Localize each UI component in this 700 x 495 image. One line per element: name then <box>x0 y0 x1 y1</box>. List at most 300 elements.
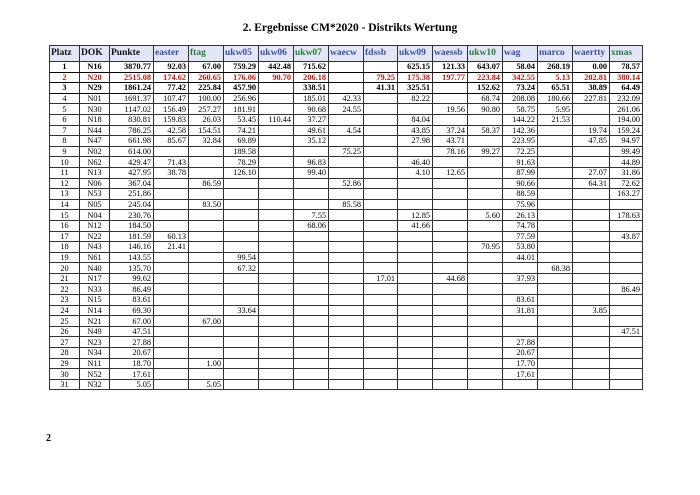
score-cell <box>189 305 224 316</box>
score-cell: 146.16 <box>110 242 154 253</box>
score-cell <box>154 273 189 284</box>
score-cell: 189.58 <box>224 146 259 157</box>
score-cell <box>573 273 610 284</box>
score-cell <box>433 220 468 231</box>
score-cell <box>610 305 643 316</box>
table-row <box>50 220 643 231</box>
score-cell: 159.83 <box>154 114 189 125</box>
score-cell <box>294 178 329 189</box>
dok-cell: N05 <box>80 199 110 210</box>
score-cell <box>189 348 224 359</box>
score-cell <box>224 231 259 242</box>
score-cell: 37.93 <box>503 273 538 284</box>
score-cell: 41.66 <box>398 220 433 231</box>
score-cell: 7.55 <box>294 210 329 221</box>
score-cell <box>364 263 398 274</box>
score-cell <box>433 358 468 369</box>
score-cell <box>329 220 364 231</box>
dok-cell: N21 <box>80 316 110 327</box>
score-cell <box>610 295 643 306</box>
score-cell <box>433 242 468 253</box>
score-cell <box>154 305 189 316</box>
score-cell: 69.30 <box>110 305 154 316</box>
score-cell <box>468 379 503 390</box>
score-cell: 64.49 <box>610 83 643 94</box>
score-cell <box>364 125 398 136</box>
table-row <box>50 178 643 189</box>
dok-cell: N17 <box>80 273 110 284</box>
score-cell <box>154 178 189 189</box>
table-row <box>50 199 643 210</box>
score-cell: 86.49 <box>610 284 643 295</box>
score-cell: 37.24 <box>433 125 468 136</box>
score-cell: 256.96 <box>224 93 259 104</box>
score-cell: 47.51 <box>610 326 643 337</box>
score-cell <box>468 305 503 316</box>
score-cell <box>294 273 329 284</box>
table-row <box>50 284 643 295</box>
score-cell: 78.29 <box>224 157 259 168</box>
score-cell: 206.18 <box>294 72 329 83</box>
dok-cell: N34 <box>80 348 110 359</box>
score-cell: 99.54 <box>224 252 259 263</box>
score-cell <box>538 167 573 178</box>
score-cell <box>329 337 364 348</box>
score-cell: 0.00 <box>573 62 610 73</box>
score-cell: 58.04 <box>503 62 538 73</box>
score-cell: 268.19 <box>538 62 573 73</box>
score-cell <box>538 295 573 306</box>
score-cell <box>364 136 398 147</box>
score-cell <box>398 242 433 253</box>
score-cell: 38.78 <box>154 167 189 178</box>
score-cell <box>538 157 573 168</box>
score-cell: 208.08 <box>503 93 538 104</box>
score-cell <box>468 252 503 263</box>
score-cell: 5.60 <box>468 210 503 221</box>
score-cell <box>294 379 329 390</box>
score-cell <box>538 305 573 316</box>
score-cell <box>224 220 259 231</box>
table-row <box>50 295 643 306</box>
score-cell: 83.50 <box>189 199 224 210</box>
score-cell <box>294 305 329 316</box>
score-cell <box>329 252 364 263</box>
score-cell: 163.27 <box>610 189 643 200</box>
score-cell <box>294 326 329 337</box>
score-cell <box>468 220 503 231</box>
score-cell: 194.00 <box>610 114 643 125</box>
score-cell <box>538 231 573 242</box>
score-cell <box>259 167 294 178</box>
dok-cell: N52 <box>80 369 110 380</box>
column-header-ukw05: ukw05 <box>224 46 259 62</box>
score-cell: 92.03 <box>154 62 189 73</box>
score-cell <box>573 210 610 221</box>
score-cell <box>259 242 294 253</box>
score-cell: 21.41 <box>154 242 189 253</box>
column-header-ukw10: ukw10 <box>468 46 503 62</box>
score-cell <box>433 83 468 94</box>
table-row <box>50 231 643 242</box>
score-cell <box>610 252 643 263</box>
score-cell: 99.62 <box>110 273 154 284</box>
score-cell <box>398 369 433 380</box>
score-cell: 26.13 <box>503 210 538 221</box>
score-cell <box>364 295 398 306</box>
score-cell <box>398 104 433 115</box>
score-cell <box>329 284 364 295</box>
dok-cell: N43 <box>80 242 110 253</box>
header-row <box>50 46 643 62</box>
column-header-waessb: waessb <box>433 46 468 62</box>
score-cell <box>398 252 433 263</box>
score-cell: 31.81 <box>503 305 538 316</box>
score-cell <box>433 295 468 306</box>
score-cell <box>259 379 294 390</box>
score-cell <box>573 242 610 253</box>
table-row <box>50 316 643 327</box>
score-cell <box>364 358 398 369</box>
score-cell: 72.25 <box>503 146 538 157</box>
score-cell: 261.06 <box>610 104 643 115</box>
dok-cell: N62 <box>80 157 110 168</box>
score-cell: 18.70 <box>110 358 154 369</box>
score-cell <box>538 273 573 284</box>
score-cell <box>538 252 573 263</box>
score-cell <box>294 358 329 369</box>
score-cell: 49.61 <box>294 125 329 136</box>
score-cell: 85.58 <box>329 199 364 210</box>
score-cell: 5.05 <box>189 379 224 390</box>
score-cell <box>259 358 294 369</box>
table-row <box>50 93 643 104</box>
score-cell: 260.65 <box>189 72 224 83</box>
score-cell <box>329 189 364 200</box>
score-cell <box>538 337 573 348</box>
page-number: 2 <box>46 433 51 444</box>
score-cell: 79.25 <box>364 72 398 83</box>
score-cell: 84.04 <box>398 114 433 125</box>
score-cell: 251.86 <box>110 189 154 200</box>
score-cell <box>573 220 610 231</box>
score-cell <box>329 326 364 337</box>
dok-cell: N14 <box>80 305 110 316</box>
score-cell: 47.51 <box>110 326 154 337</box>
score-cell: 142.36 <box>503 125 538 136</box>
column-header-fdssb: fdssb <box>364 46 398 62</box>
score-cell <box>433 189 468 200</box>
score-cell <box>189 220 224 231</box>
rank-cell: 25 <box>50 316 80 327</box>
score-cell: 64.31 <box>573 178 610 189</box>
score-cell <box>398 379 433 390</box>
score-cell: 78.57 <box>610 62 643 73</box>
rank-cell: 6 <box>50 114 80 125</box>
score-cell: 643.07 <box>468 62 503 73</box>
score-cell: 87.99 <box>503 167 538 178</box>
score-cell: 4.54 <box>329 125 364 136</box>
score-cell <box>364 210 398 221</box>
score-cell <box>610 379 643 390</box>
score-cell <box>610 369 643 380</box>
score-cell <box>189 189 224 200</box>
table-row <box>50 305 643 316</box>
score-cell <box>573 337 610 348</box>
score-cell: 100.00 <box>189 93 224 104</box>
score-cell <box>364 62 398 73</box>
score-cell <box>224 348 259 359</box>
score-cell <box>398 295 433 306</box>
score-cell <box>364 189 398 200</box>
score-cell <box>259 284 294 295</box>
score-cell: 27.07 <box>573 167 610 178</box>
score-cell: 67.00 <box>110 316 154 327</box>
score-cell <box>503 326 538 337</box>
score-cell <box>154 210 189 221</box>
score-cell <box>364 369 398 380</box>
score-cell <box>189 231 224 242</box>
score-cell: 185.01 <box>294 93 329 104</box>
score-cell: 27.88 <box>110 337 154 348</box>
table-row <box>50 337 643 348</box>
column-header-xmas: xmas <box>610 46 643 62</box>
score-cell: 457.90 <box>224 83 259 94</box>
dok-cell: N12 <box>80 220 110 231</box>
score-cell <box>259 125 294 136</box>
score-cell: 38.89 <box>573 83 610 94</box>
score-cell <box>468 295 503 306</box>
score-cell <box>224 242 259 253</box>
score-cell <box>573 231 610 242</box>
rank-cell: 15 <box>50 210 80 221</box>
score-cell <box>364 305 398 316</box>
score-cell: 1861.24 <box>110 83 154 94</box>
score-cell <box>259 295 294 306</box>
rank-cell: 7 <box>50 125 80 136</box>
table-row <box>50 263 643 274</box>
score-cell <box>468 369 503 380</box>
score-cell <box>189 252 224 263</box>
score-cell <box>224 295 259 306</box>
score-cell <box>398 189 433 200</box>
score-cell <box>154 316 189 327</box>
table-row <box>50 252 643 263</box>
score-cell <box>433 252 468 263</box>
score-cell: 26.03 <box>189 114 224 125</box>
score-cell <box>538 242 573 253</box>
score-cell: 86.49 <box>110 284 154 295</box>
score-cell: 625.15 <box>398 62 433 73</box>
score-cell <box>398 231 433 242</box>
score-cell <box>294 189 329 200</box>
column-header-ftag: ftag <box>189 46 224 62</box>
score-cell: 43.87 <box>610 231 643 242</box>
score-cell <box>224 199 259 210</box>
score-cell: 152.62 <box>468 83 503 94</box>
score-cell: 232.09 <box>610 93 643 104</box>
score-cell <box>329 379 364 390</box>
score-cell: 60.13 <box>154 231 189 242</box>
score-cell <box>294 295 329 306</box>
rank-cell: 14 <box>50 199 80 210</box>
score-cell: 230.76 <box>110 210 154 221</box>
rank-cell: 1 <box>50 62 80 73</box>
score-cell <box>259 305 294 316</box>
score-cell <box>610 316 643 327</box>
score-cell <box>573 358 610 369</box>
score-cell <box>364 316 398 327</box>
score-cell: 342.55 <box>503 72 538 83</box>
score-cell <box>224 189 259 200</box>
score-cell <box>294 348 329 359</box>
dok-cell: N53 <box>80 189 110 200</box>
score-cell <box>154 220 189 231</box>
score-cell <box>433 305 468 316</box>
score-cell: 156.49 <box>154 104 189 115</box>
score-cell: 53.45 <box>224 114 259 125</box>
score-cell <box>398 199 433 210</box>
score-cell <box>259 263 294 274</box>
dok-cell: N15 <box>80 295 110 306</box>
score-cell: 46.40 <box>398 157 433 168</box>
score-cell: 85.67 <box>154 136 189 147</box>
score-cell <box>329 295 364 306</box>
score-cell <box>259 104 294 115</box>
table-row <box>50 348 643 359</box>
dok-cell: N29 <box>80 83 110 94</box>
score-cell <box>433 231 468 242</box>
table-header <box>50 46 643 62</box>
score-cell <box>573 157 610 168</box>
column-header-ukw07: ukw07 <box>294 46 329 62</box>
score-cell <box>294 316 329 327</box>
score-cell: 380.14 <box>610 72 643 83</box>
table-row <box>50 83 643 94</box>
score-cell <box>610 348 643 359</box>
dok-cell: N33 <box>80 284 110 295</box>
table-row <box>50 326 643 337</box>
dok-cell: N40 <box>80 263 110 274</box>
column-header-punkte: Punkte <box>110 46 154 62</box>
score-cell <box>538 210 573 221</box>
score-cell: 178.63 <box>610 210 643 221</box>
score-cell <box>329 348 364 359</box>
score-cell: 35.12 <box>294 136 329 147</box>
score-cell: 70.95 <box>468 242 503 253</box>
score-cell <box>468 316 503 327</box>
score-cell: 830.81 <box>110 114 154 125</box>
dok-cell: N61 <box>80 252 110 263</box>
score-cell <box>538 136 573 147</box>
score-cell <box>224 210 259 221</box>
score-cell <box>573 104 610 115</box>
score-cell: 181.59 <box>110 231 154 242</box>
score-cell: 4.10 <box>398 167 433 178</box>
table-row <box>50 242 643 253</box>
score-cell <box>573 263 610 274</box>
score-cell <box>573 252 610 263</box>
dok-cell: N13 <box>80 167 110 178</box>
score-cell: 184.50 <box>110 220 154 231</box>
dok-cell: N06 <box>80 178 110 189</box>
score-cell <box>398 178 433 189</box>
score-cell <box>398 263 433 274</box>
dok-cell: N32 <box>80 379 110 390</box>
score-cell <box>154 284 189 295</box>
score-cell: 442.48 <box>259 62 294 73</box>
score-cell <box>189 157 224 168</box>
score-cell <box>433 178 468 189</box>
score-cell <box>503 316 538 327</box>
score-cell <box>433 379 468 390</box>
rank-cell: 31 <box>50 379 80 390</box>
score-cell: 107.47 <box>154 93 189 104</box>
score-cell: 44.01 <box>503 252 538 263</box>
score-cell: 121.33 <box>433 62 468 73</box>
score-cell <box>433 284 468 295</box>
score-cell: 77.59 <box>503 231 538 242</box>
score-cell <box>468 337 503 348</box>
column-header-ukw09: ukw09 <box>398 46 433 62</box>
score-cell <box>538 220 573 231</box>
score-cell: 12.65 <box>433 167 468 178</box>
score-cell <box>573 369 610 380</box>
score-cell <box>329 358 364 369</box>
score-cell: 31.86 <box>610 167 643 178</box>
score-cell <box>154 295 189 306</box>
score-cell <box>364 348 398 359</box>
score-cell: 27.98 <box>398 136 433 147</box>
score-cell: 1.00 <box>189 358 224 369</box>
score-cell <box>224 326 259 337</box>
table-row <box>50 125 643 136</box>
score-cell: 325.51 <box>398 83 433 94</box>
score-cell: 67.32 <box>224 263 259 274</box>
score-cell: 154.51 <box>189 125 224 136</box>
score-cell <box>259 316 294 327</box>
score-cell: 67.00 <box>189 316 224 327</box>
rank-cell: 30 <box>50 369 80 380</box>
score-cell <box>610 337 643 348</box>
score-cell <box>433 114 468 125</box>
score-cell: 77.42 <box>154 83 189 94</box>
score-cell: 58.75 <box>503 104 538 115</box>
score-cell <box>364 93 398 104</box>
score-cell <box>610 263 643 274</box>
column-header-waertty: waertty <box>573 46 610 62</box>
score-cell: 43.85 <box>398 125 433 136</box>
score-cell <box>573 295 610 306</box>
score-cell: 33.64 <box>224 305 259 316</box>
score-cell: 661.98 <box>110 136 154 147</box>
score-cell <box>154 263 189 274</box>
score-cell: 427.95 <box>110 167 154 178</box>
score-cell <box>294 252 329 263</box>
score-cell: 20.67 <box>503 348 538 359</box>
dok-cell: N02 <box>80 146 110 157</box>
score-cell <box>398 284 433 295</box>
score-cell: 94.97 <box>610 136 643 147</box>
score-cell: 71.43 <box>154 157 189 168</box>
score-cell: 367.04 <box>110 178 154 189</box>
score-cell <box>154 189 189 200</box>
score-cell <box>259 146 294 157</box>
score-cell <box>259 199 294 210</box>
score-cell <box>364 252 398 263</box>
score-cell <box>224 337 259 348</box>
score-cell <box>398 316 433 327</box>
